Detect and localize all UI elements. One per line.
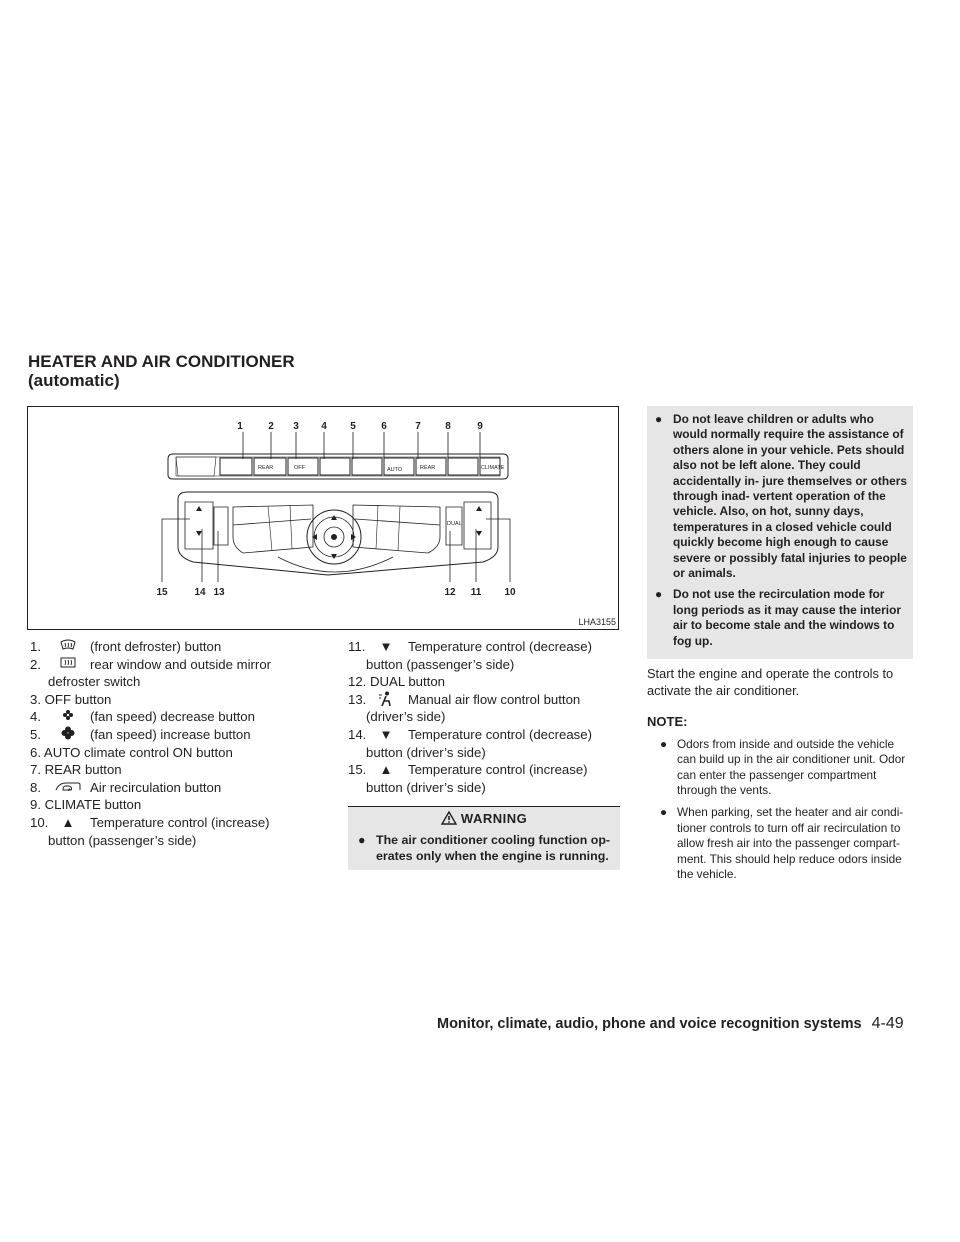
fan-small-icon xyxy=(52,708,84,725)
legend-text: Temperature control (increase) xyxy=(90,814,270,830)
note-bullet-1 xyxy=(647,737,913,799)
legend-item-3 xyxy=(30,691,322,709)
legend-num: 1. xyxy=(30,639,41,654)
legend-num: 14. xyxy=(348,726,367,742)
legend-text: 12. DUAL button xyxy=(348,674,446,690)
legend-text: (fan speed) decrease button xyxy=(90,709,255,725)
callout-9: 9 xyxy=(477,421,483,432)
legend-text-cont: defroster switch xyxy=(48,674,141,690)
legend-item-11 xyxy=(348,638,620,673)
legend-text: Air recirculation button xyxy=(90,779,222,795)
legend-text: Manual air flow control button xyxy=(408,691,581,707)
legend-text: Temperature control (decrease) xyxy=(408,639,592,654)
callout-13: 13 xyxy=(213,587,225,598)
legend-text: Temperature control (decrease) xyxy=(408,726,592,742)
warning-heading xyxy=(348,806,620,831)
legend-num: 4. xyxy=(30,709,41,725)
legend-num: 15. xyxy=(348,762,367,778)
callout-4: 4 xyxy=(321,421,327,432)
legend-item-15 xyxy=(348,761,620,796)
bullet-dot: ● xyxy=(358,832,366,847)
section-title xyxy=(28,352,295,390)
legend-item-2 xyxy=(30,656,322,691)
callout-15: 15 xyxy=(156,587,168,598)
callout-7: 7 xyxy=(415,421,421,432)
triangle-down-icon: ▼ xyxy=(379,726,393,742)
legend-text: 3. OFF button xyxy=(30,691,112,707)
callout-6: 6 xyxy=(381,421,387,432)
panel-label-rear: REAR xyxy=(420,465,436,471)
manual-air-flow-icon xyxy=(370,691,402,708)
callout-8: 8 xyxy=(445,421,451,432)
legend-text-cont: button (passenger’s side) xyxy=(48,832,197,848)
legend-text: Temperature control (increase) xyxy=(408,762,588,778)
triangle-up-icon: ▲ xyxy=(379,762,393,778)
legend-item-9 xyxy=(30,796,322,814)
panel-label-rear-small: REAR xyxy=(258,465,274,471)
warning-bullet-3-text: Do not use the recirculation mode for long periods as it may cause the interior air to become stale and the windows to fog up. xyxy=(673,587,901,648)
callout-10: 10 xyxy=(504,587,516,598)
note-heading: NOTE: xyxy=(647,714,688,730)
legend-item-10 xyxy=(30,814,322,849)
legend-text: rear window and outside mirror xyxy=(90,656,272,672)
panel-label-dual: DUAL xyxy=(447,521,462,527)
legend-num: 11. xyxy=(348,639,366,654)
figure-code: LHA3155 xyxy=(578,617,616,627)
legend-item-5 xyxy=(30,726,322,744)
legend-text: 6. AUTO climate control ON button xyxy=(30,744,233,760)
legend-num: 2. xyxy=(30,656,41,672)
section-title-line2: (automatic) xyxy=(28,371,120,390)
triangle-up-icon: ▲ xyxy=(61,814,75,830)
warning-continuation xyxy=(647,406,913,659)
bullet-dot: ● xyxy=(655,587,663,602)
legend-num: 13. xyxy=(348,691,367,707)
warning-body xyxy=(348,831,620,870)
note-bullet-2-text: When parking, set the heater and air condi- tioner controls to turn off air recirculation to allow fresh air into the passenger compart- ment. This should help reduce odors inside the vehicle. xyxy=(677,805,904,882)
legend-item-14 xyxy=(348,726,620,761)
climate-panel-diagram xyxy=(28,407,618,629)
panel-label-climate: CLIMATE xyxy=(481,465,505,471)
text-column-3 xyxy=(647,406,913,883)
legend-item-8 xyxy=(30,779,322,797)
warning-title: WARNING xyxy=(460,811,528,827)
legend-text: 9. CLIMATE button xyxy=(30,797,142,813)
callout-1: 1 xyxy=(237,421,243,432)
legend-text-cont: (driver’s side) xyxy=(366,709,446,725)
callout-2: 2 xyxy=(268,421,274,432)
legend-item-6 xyxy=(30,744,322,762)
bullet-dot: ● xyxy=(655,412,663,426)
section-title-line1: HEATER AND AIR CONDITIONER xyxy=(28,352,295,371)
legend-text: (fan speed) increase button xyxy=(90,726,251,742)
bullet-dot: ● xyxy=(660,805,668,820)
legend-text-cont: button (passenger’s side) xyxy=(366,656,515,672)
legend-text: (front defroster) button xyxy=(90,639,222,654)
callout-12: 12 xyxy=(444,587,456,598)
legend-item-7 xyxy=(30,761,322,779)
front-defroster-icon xyxy=(52,638,84,655)
legend-column-1 xyxy=(30,638,322,849)
page-footer xyxy=(437,1015,904,1033)
legend-item-13 xyxy=(348,691,620,726)
callout-5: 5 xyxy=(350,421,356,432)
legend-column-2 xyxy=(348,638,620,870)
legend-item-4 xyxy=(30,708,322,726)
footer-chapter: Monitor, climate, audio, phone and voice recognition systems xyxy=(437,1016,862,1032)
panel-label-off: OFF xyxy=(294,465,305,471)
callout-14: 14 xyxy=(194,587,206,598)
note-bullet-2 xyxy=(647,805,913,883)
callout-3: 3 xyxy=(293,421,299,432)
warning-bullet-2 xyxy=(653,412,907,581)
legend-num: 10. xyxy=(30,814,49,830)
warning-bullet-3 xyxy=(653,587,907,649)
legend-text-cont: button (driver’s side) xyxy=(366,779,486,795)
fan-large-icon xyxy=(52,726,84,743)
warning-bullet-1-text: The air conditioner cooling function op- erates only when the engine is running. xyxy=(376,832,611,863)
footer-page-number: 4-49 xyxy=(871,1015,904,1032)
warning-bullet-1 xyxy=(356,833,612,864)
note-bullet-1-text: Odors from inside and outside the vehicle can build up in the air conditioner unit. Odor can enter the passenger compartment through the vents. xyxy=(677,736,906,798)
panel-label-auto: AUTO xyxy=(387,467,403,473)
warning-icon xyxy=(441,811,457,826)
legend-text: 7. REAR button xyxy=(30,762,122,778)
recirc-btn xyxy=(448,458,478,475)
legend-num: 8. xyxy=(30,779,41,795)
callout-11: 11 xyxy=(470,587,482,598)
start-paragraph: Start the engine and operate the controls to activate the air conditioner. xyxy=(647,666,894,699)
bullet-dot: ● xyxy=(660,736,668,751)
legend-text-cont: button (driver’s side) xyxy=(366,744,486,760)
rear-defroster-icon xyxy=(52,656,84,673)
legend-item-1 xyxy=(30,638,322,656)
legend-item-12 xyxy=(348,673,620,691)
triangle-down-icon: ▼ xyxy=(379,639,393,654)
climate-panel-figure xyxy=(27,406,619,630)
front-defroster-btn xyxy=(220,458,252,475)
fan-decrease-btn xyxy=(320,458,350,475)
warning-bullet-2-text: Do not leave children or adults who would normally require the assistance of others alone in your vehicle. Pets should also not be left alone. They could accidentally in- jure themselves or others through inad- vertent operation of the vehicle. Also, on hot, sunny days, temperatures in a closed vehicle could quickly become high enough to cause severe or possibly fatal injuries to people or animals. xyxy=(673,412,907,581)
air-recirculation-icon xyxy=(52,779,84,796)
fan-increase-btn xyxy=(352,458,382,475)
legend-num: 5. xyxy=(30,726,41,742)
